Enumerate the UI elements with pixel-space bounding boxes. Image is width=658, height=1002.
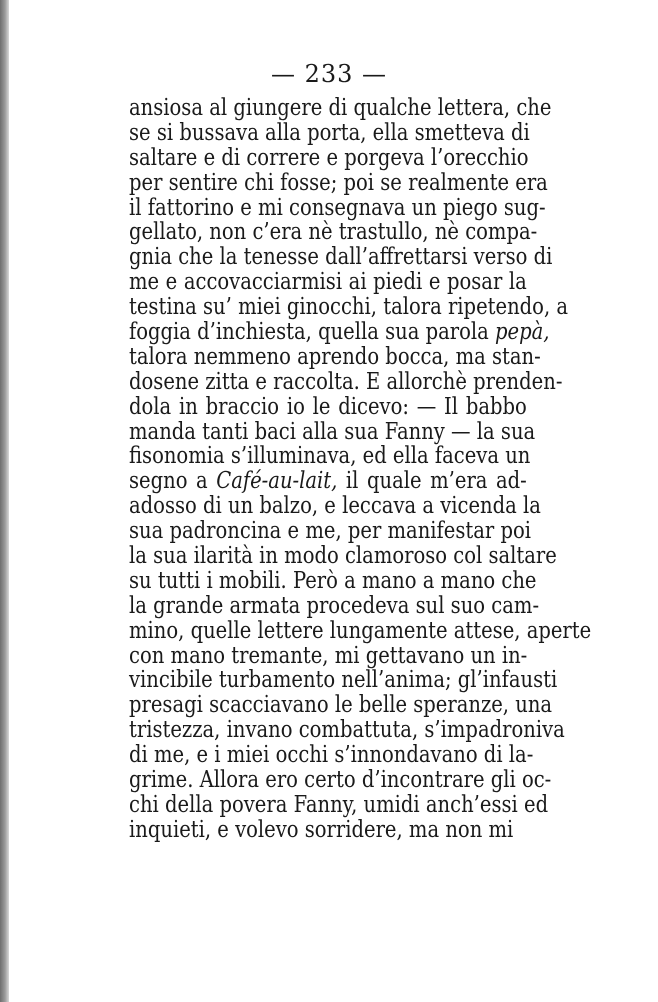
text-line: fisonomia s’illuminava, ed ella faceva un (129, 443, 531, 470)
italic-word-pepa: pepà, (495, 319, 550, 346)
text-line: gellato, non c’era nè trastullo, nè compa- (129, 219, 538, 246)
text-line: la sua ilarità in modo clamoroso col saltare (129, 543, 557, 570)
text-line: se si bussava alla porta, ella smetteva di (129, 119, 530, 146)
text-line: con mano tremante, mi gettavano un in- (129, 642, 528, 669)
text-line (129, 319, 550, 346)
text-line: adosso di un balzo, e leccava a vicenda la (129, 493, 541, 520)
text-line: sua padroncina e me, per manifestar poi (129, 518, 531, 545)
text-line: saltare e di correre e porgeva l’orecchio (129, 144, 529, 171)
body-text (129, 95, 592, 843)
text-line: testina su’ miei ginocchi, talora ripetendo, a (129, 294, 569, 321)
text-line: mino, quelle lettere lungamente attese, aperte (129, 617, 592, 644)
text-segment: foggia d’inchiesta, quella sua parola (129, 319, 496, 346)
text-line: ansiosa al giungere di qualche lettera, che (129, 95, 552, 121)
text-line: chi della povera Fanny, umidi anch’essi ed (129, 791, 549, 818)
text-line: gnia che la tenesse dall’affrettarsi verso di (129, 244, 553, 271)
italic-word-cafe-au-lait: Café-au-lait, (216, 468, 338, 495)
text-line: dosene zitta e raccolta. E allorchè prenden- (129, 368, 563, 395)
text-segment: segno a (129, 468, 217, 495)
page-number: — 233 — (270, 60, 388, 88)
text-segment: il quale m’era ad- (337, 468, 527, 495)
text-line: di me, e i miei occhi s’innondavano di la- (129, 742, 534, 769)
text-line: presagi scacciavano le belle speranze, una (129, 692, 553, 719)
page-edge-shadow (0, 0, 9, 1002)
text-line: la grande armata procedeva sul suo cam- (129, 592, 540, 619)
text-line: manda tanti baci alla sua Fanny — la sua (129, 418, 536, 445)
text-line: me e accovacciarmisi ai piedi e posar la (129, 269, 527, 296)
text-line: vincibile turbamento nell’anima; gl’infausti (129, 667, 558, 694)
text-line: grime. Allora ero certo d’incontrare gli oc- (129, 767, 552, 794)
text-line: dola in braccio io le dicevo: — Il babbo (129, 393, 527, 420)
text-line: su tutti i mobili. Però a mano a mano che (129, 567, 537, 594)
text-line: per sentire chi fosse; poi se realmente era (129, 169, 548, 196)
text-line (129, 469, 527, 494)
text-line: talora nemmeno aprendo bocca, ma stan- (129, 343, 541, 370)
text-line: tristezza, invano combattuta, s’impadroniva (129, 717, 565, 744)
text-line: il fattorino e mi consegnava un piego sug- (129, 194, 546, 221)
text-line: inquieti, e volevo sorridere, ma non mi (129, 816, 514, 843)
